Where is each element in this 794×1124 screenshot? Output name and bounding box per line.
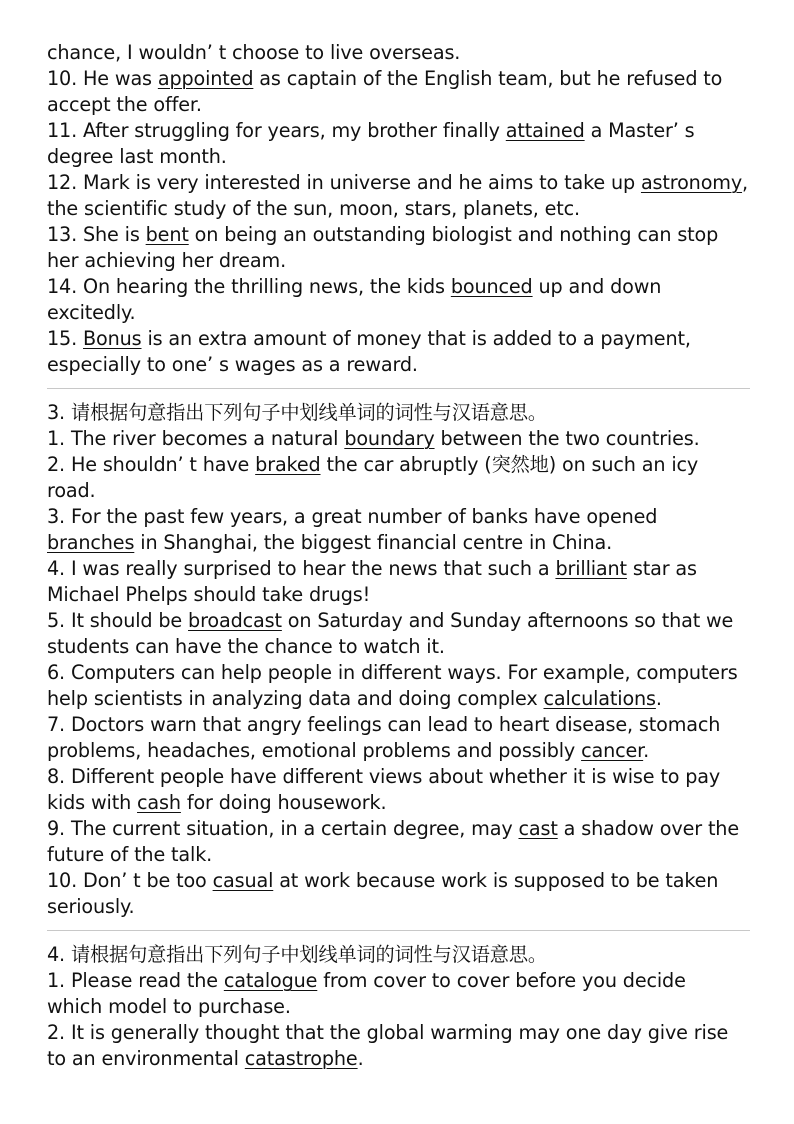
text-run: a Master’ s bbox=[584, 119, 695, 142]
underlined-word: calculations bbox=[543, 687, 656, 710]
text-run: students can have the chance to watch it. bbox=[47, 635, 445, 658]
text-line bbox=[47, 608, 752, 634]
underlined-word: appointed bbox=[157, 67, 254, 90]
text-run: 13. She is bbox=[47, 223, 146, 246]
text-run: future of the talk. bbox=[47, 843, 213, 866]
text-run: 10. He was bbox=[47, 67, 158, 90]
text-run: 14. On hearing the thrilling news, the kids bbox=[47, 275, 451, 298]
text-run: her achieving her dream. bbox=[47, 249, 287, 272]
text-run: 7. Doctors warn that angry feelings can lead to heart disease, stomach bbox=[47, 713, 721, 736]
text-line bbox=[47, 452, 752, 478]
text-line bbox=[47, 660, 752, 686]
text-line bbox=[47, 144, 752, 170]
underlined-word: cancer bbox=[581, 739, 644, 762]
text-line bbox=[47, 894, 752, 920]
text-run: 2. He shouldn’ t have bbox=[47, 453, 256, 476]
text-line bbox=[47, 352, 752, 378]
text-run: is an extra amount of money that is added to a payment, bbox=[141, 327, 691, 350]
underlined-word: catastrophe bbox=[244, 1047, 358, 1070]
text-line bbox=[47, 868, 752, 894]
underlined-word: bent bbox=[145, 223, 189, 246]
text-line bbox=[47, 764, 752, 790]
text-line bbox=[47, 712, 752, 738]
underlined-word: boundary bbox=[344, 427, 435, 450]
text-line bbox=[47, 170, 752, 196]
text-run: for doing housework. bbox=[180, 791, 387, 814]
text-run: kids with bbox=[47, 791, 138, 814]
text-run: seriously. bbox=[47, 895, 135, 918]
text-run: 3. 请根据句意指出下列句子中划线单词的词性与汉语意思。 bbox=[47, 401, 547, 424]
underlined-word: branches bbox=[47, 531, 135, 554]
text-line bbox=[47, 300, 752, 326]
underlined-word: astronomy bbox=[640, 171, 743, 194]
text-run: degree last month. bbox=[47, 145, 227, 168]
text-line bbox=[47, 530, 752, 556]
text-line bbox=[47, 504, 752, 530]
text-run: 4. I was really surprised to hear the news that such a bbox=[47, 557, 556, 580]
text-run: Michael Phelps should take drugs! bbox=[47, 583, 371, 606]
text-line bbox=[47, 634, 752, 660]
underlined-word: casual bbox=[212, 869, 274, 892]
section-divider bbox=[47, 930, 750, 931]
text-line bbox=[47, 118, 752, 144]
underlined-word: brilliant bbox=[555, 557, 627, 580]
text-run: on being an outstanding biologist and nothing can stop bbox=[188, 223, 719, 246]
underlined-word: braked bbox=[255, 453, 321, 476]
text-line bbox=[47, 426, 752, 452]
text-run: especially to one’ s wages as a reward. bbox=[47, 353, 418, 376]
text-line bbox=[47, 738, 752, 764]
underlined-word: catalogue bbox=[223, 969, 318, 992]
text-run: on Saturday and Sunday afternoons so that we bbox=[281, 609, 734, 632]
text-line bbox=[47, 942, 752, 968]
text-line bbox=[47, 196, 752, 222]
text-run: problems, headaches, emotional problems and possibly bbox=[47, 739, 582, 762]
text-run: 8. Different people have different views about whether it is wise to pay bbox=[47, 765, 721, 788]
text-run: which model to purchase. bbox=[47, 995, 291, 1018]
text-run: , bbox=[742, 171, 748, 194]
text-run: 4. 请根据句意指出下列句子中划线单词的词性与汉语意思。 bbox=[47, 943, 547, 966]
section-divider bbox=[47, 388, 750, 389]
text-line bbox=[47, 556, 752, 582]
text-run: 15. bbox=[47, 327, 84, 350]
text-run: excitedly. bbox=[47, 301, 136, 324]
text-run: 6. Computers can help people in different ways. For example, computers bbox=[47, 661, 738, 684]
text-run: at work because work is supposed to be taken bbox=[273, 869, 719, 892]
underlined-word: cash bbox=[137, 791, 181, 814]
text-line bbox=[47, 400, 752, 426]
document-page bbox=[47, 40, 752, 1072]
text-run: road. bbox=[47, 479, 96, 502]
text-run: 3. For the past few years, a great number of banks have opened bbox=[47, 505, 658, 528]
text-line bbox=[47, 66, 752, 92]
text-run: from cover to cover before you decide bbox=[317, 969, 686, 992]
text-line bbox=[47, 790, 752, 816]
text-line bbox=[47, 994, 752, 1020]
text-run: in Shanghai, the biggest financial centre in China. bbox=[134, 531, 613, 554]
text-line bbox=[47, 968, 752, 994]
text-line bbox=[47, 40, 752, 66]
text-line bbox=[47, 92, 752, 118]
text-run: 12. Mark is very interested in universe and he aims to take up bbox=[47, 171, 641, 194]
text-run: chance, I wouldn’ t choose to live overseas. bbox=[47, 41, 461, 64]
text-run: a shadow over the bbox=[557, 817, 739, 840]
text-line bbox=[47, 1020, 752, 1046]
text-line bbox=[47, 1046, 752, 1072]
text-line bbox=[47, 248, 752, 274]
text-run: 2. It is generally thought that the global warming may one day give rise bbox=[47, 1021, 729, 1044]
underlined-word: Bonus bbox=[83, 327, 142, 350]
text-run: 10. Don’ t be too bbox=[47, 869, 213, 892]
text-run: 1. The river becomes a natural bbox=[47, 427, 345, 450]
text-run: up and down bbox=[532, 275, 662, 298]
text-line bbox=[47, 274, 752, 300]
text-line bbox=[47, 842, 752, 868]
text-run: accept the offer. bbox=[47, 93, 202, 116]
text-line bbox=[47, 582, 752, 608]
text-line bbox=[47, 816, 752, 842]
text-run: 5. It should be bbox=[47, 609, 189, 632]
text-run: 9. The current situation, in a certain degree, may bbox=[47, 817, 519, 840]
underlined-word: bounced bbox=[450, 275, 533, 298]
text-run: the car abruptly (突然地) on such an icy bbox=[320, 453, 699, 476]
underlined-word: broadcast bbox=[188, 609, 282, 632]
text-run: help scientists in analyzing data and doing complex bbox=[47, 687, 544, 710]
underlined-word: cast bbox=[518, 817, 558, 840]
text-line bbox=[47, 326, 752, 352]
text-run: 1. Please read the bbox=[47, 969, 224, 992]
text-run: to an environmental bbox=[47, 1047, 245, 1070]
text-line bbox=[47, 222, 752, 248]
underlined-word: attained bbox=[505, 119, 585, 142]
text-run: the scientific study of the sun, moon, stars, planets, etc. bbox=[47, 197, 581, 220]
text-run: star as bbox=[626, 557, 697, 580]
text-run: . bbox=[655, 687, 662, 710]
text-run: as captain of the English team, but he refused to bbox=[253, 67, 723, 90]
text-run: between the two countries. bbox=[434, 427, 700, 450]
text-line bbox=[47, 478, 752, 504]
text-run: 11. After struggling for years, my brother finally bbox=[47, 119, 506, 142]
text-run: . bbox=[643, 739, 650, 762]
text-run: . bbox=[357, 1047, 364, 1070]
text-line bbox=[47, 686, 752, 712]
